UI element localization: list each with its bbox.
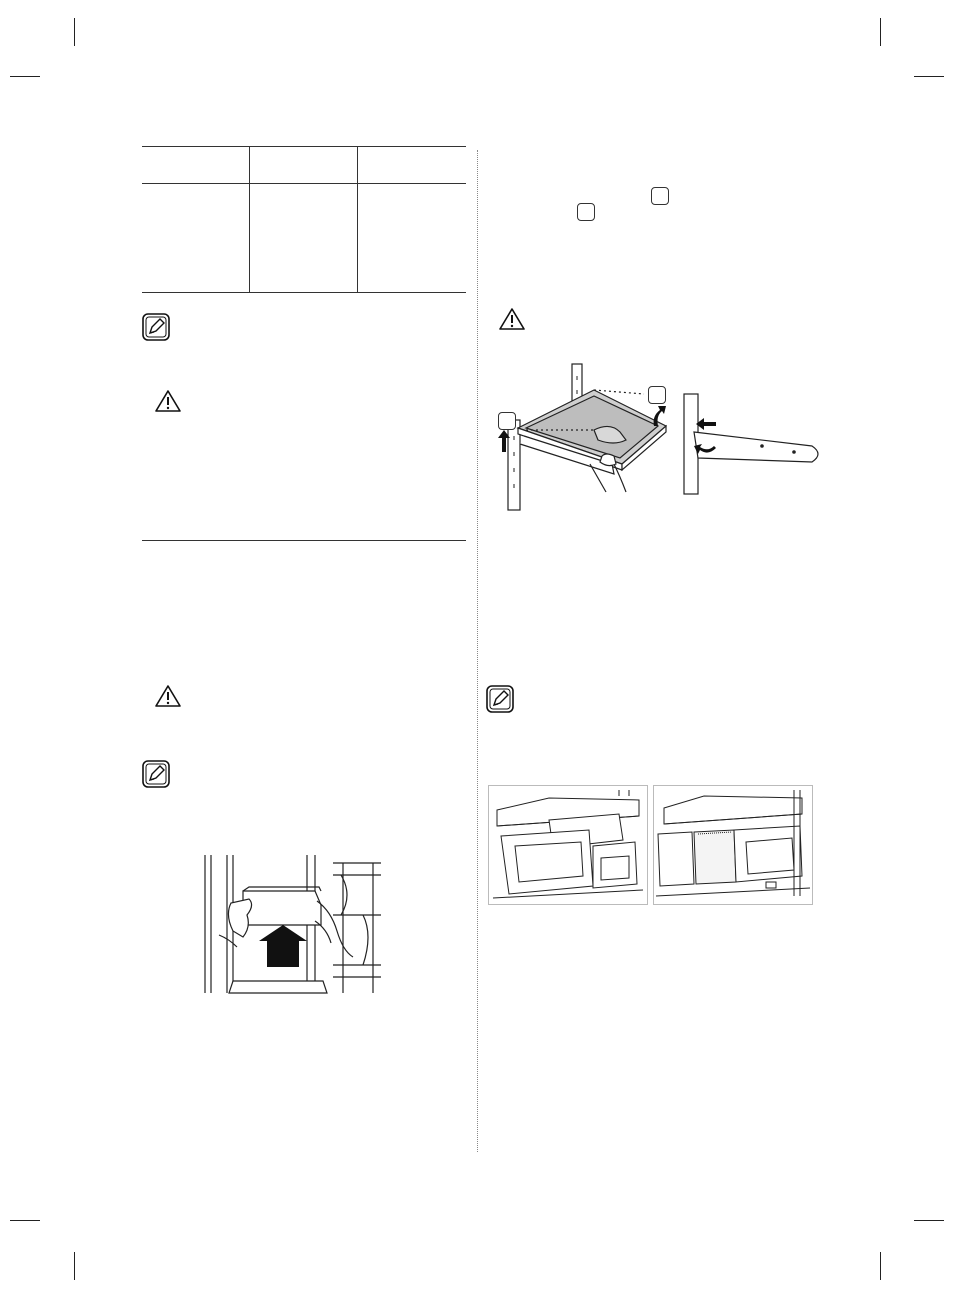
crop-mark [74,1252,75,1280]
crop-mark [10,1220,40,1221]
caution-triangle-icon [154,684,182,713]
crop-mark [914,76,944,77]
column-divider [477,150,478,1152]
callout-box-b [498,412,516,430]
shelf-removal-illustration [494,360,824,520]
note-pencil-icon [142,760,170,793]
table-bottom-rule [142,292,466,293]
note-pencil-icon [486,685,514,718]
callout-box-a [651,187,669,205]
crop-mark [914,1220,944,1221]
note-pencil-icon [142,313,170,346]
door-bin-lift-illustration [203,855,383,995]
drawer-illustration-right [653,785,813,905]
crop-mark [10,76,40,77]
crop-mark [74,18,75,46]
section-rule [142,540,466,541]
caution-triangle-icon [498,307,526,336]
crop-mark [880,18,881,46]
table-column-rule [357,146,358,292]
drawer-illustration-left [488,785,648,905]
crop-mark [880,1252,881,1280]
callout-box-b [577,203,595,221]
table-top-rule [142,146,466,147]
table-header-rule [142,183,466,184]
callout-box-a [648,386,666,404]
caution-triangle-icon [154,389,182,418]
table-column-rule [249,146,250,292]
